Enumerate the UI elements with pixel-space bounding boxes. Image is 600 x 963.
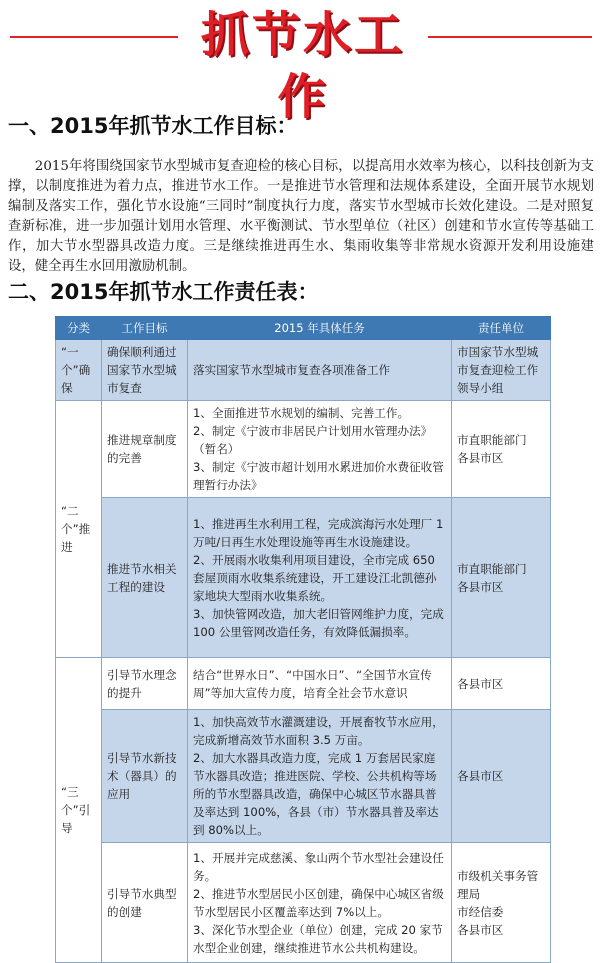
goal-cell: 确保顺利通过国家节水型城市复查 [102,340,188,401]
unit-item: 各县市区 [457,676,504,691]
tasks-cell [188,498,452,658]
unit-item: 市直职能部门 [457,561,527,576]
table-row [56,843,551,963]
table-row [56,340,551,401]
unit-item: 各县市区 [457,451,504,465]
unit-cell [452,843,551,963]
banner-rule-right [428,36,592,38]
banner-rule-left [10,36,178,38]
unit-item: 市经信委 [457,904,504,919]
banner-title: 抓节水工作 [200,7,405,125]
goal-cell: 引导节水新技术（器具）的应用 [102,710,188,843]
task-item: 2、推进节水型居民小区创建，确保中心城区省级节水型居民小区覆盖率达到 7%以上。 [193,886,444,919]
task-item: 2、加大水器具改造力度，完成 1 万套居民家庭节水器具改造；推进医院、学校、公共机构等场所的节水型器具改造，确保中心城区节水器具普及率达到 100%，各县（市）节水器具普及率达到 80%以上。 [193,751,439,837]
unit-item: 市直职能部门 [457,433,527,447]
section1-heading: 一、2015年抓节水工作目标： [8,114,298,138]
task-item: 3、深化节水型企业（单位）创建，完成 20 家节水型企业创建，继续推进节水公共机构建设。 [193,922,443,955]
responsibility-table [55,316,551,963]
header-tasks: 2015 年具体任务 [188,317,452,340]
unit-cell [452,710,551,843]
task-item: 1、加快高效节水灌溉建设，开展畜牧节水应用，完成新增高效节水面积 3.5 万亩。 [193,715,444,747]
table-row [56,498,551,658]
banner [0,0,600,125]
unit-cell [452,658,551,710]
task-item: 1、全面推进节水规划的编制、完善工作。 [193,406,410,420]
unit-cell [452,340,551,401]
header-goal: 工作目标 [102,317,188,340]
category-cell: “一个”确保 [56,340,102,401]
task-item: 3、加快管网改造，加大老旧管网维护力度，完成 100 公里管网改造任务，有效降低漏损率。 [193,606,444,639]
table-row [56,401,551,498]
task-item: 1、推进再生水利用工程，完成滨海污水处理厂 1 万吨/日再生水处理设施等再生水设施建设。 [193,516,444,549]
section2-heading: 二、2015年抓节水工作责任表： [8,280,319,304]
task-item: 结合“世界水日”、“中国水日”、“全国节水宣传周”等加大宣传力度，培育全社会节水意识 [193,667,432,700]
unit-item: 市国家节水型城市复查迎检工作领导小组 [457,345,539,395]
unit-item: 市级机关事务管理局 [457,868,539,901]
tasks-cell [188,843,452,963]
goal-cell: 引导节水理念的提升 [102,658,188,710]
unit-item: 各县市区 [457,769,504,783]
tasks-cell [188,658,452,710]
task-item: 2、制定《宁波市非居民户计划用水管理办法》（暂名） [193,424,433,456]
task-item: 1、开展并完成慈溪、象山两个节水型社会建设任务。 [193,850,444,883]
unit-item: 各县市区 [457,579,504,594]
tasks-cell [188,401,452,498]
goal-cell: 推进规章制度的完善 [102,401,188,498]
table-header-row [56,317,551,340]
header-category: 分类 [56,317,102,340]
task-item: 3、制定《宁波市超计划用水累进加价水费征收管理暂行办法》 [193,460,444,492]
category-cell: “二个”推进 [56,401,102,658]
tasks-cell [188,710,452,843]
task-item: 落实国家节水型城市复查各项准备工作 [193,363,391,377]
section1-paragraph: 2015年将围绕国家节水型城市复查迎检的核心目标，以提高用水效率为核心，以科技创新为支撑，以制度推进为着力点，推进节水工作。一是推进节水管理和法规体系建设，全面开展节水规划编制及落实工作，强化节水设施“三同时”制度执行力度，落实节水型城市长效化建设。二是对照复查新标准，进一步加强计划用水管理、水平衡测试、节水型单位（社区）创建和节水宣传等基础工作，加大节水型器具改造力度。三是继续推进再生水、集雨收集等非常规水资源开发利用设施建设，健全再生水回用激励机制。 [8,159,594,274]
table-row [56,658,551,710]
category-cell: “三个”引导 [56,658,102,963]
unit-item: 各县市区 [457,922,504,937]
goal-cell: 引导节水典型的创建 [102,843,188,963]
goal-cell: 推进节水相关工程的建设 [102,498,188,658]
tasks-cell [188,340,452,401]
header-unit: 责任单位 [452,317,551,340]
table-row [56,710,551,843]
unit-cell [452,401,551,498]
unit-cell [452,498,551,658]
task-item: 2、开展雨水收集利用项目建设，全市完成 650 套屋顶雨水收集系统建设，开工建设江北凯德孙家地块大型雨水收集系统。 [193,552,437,603]
